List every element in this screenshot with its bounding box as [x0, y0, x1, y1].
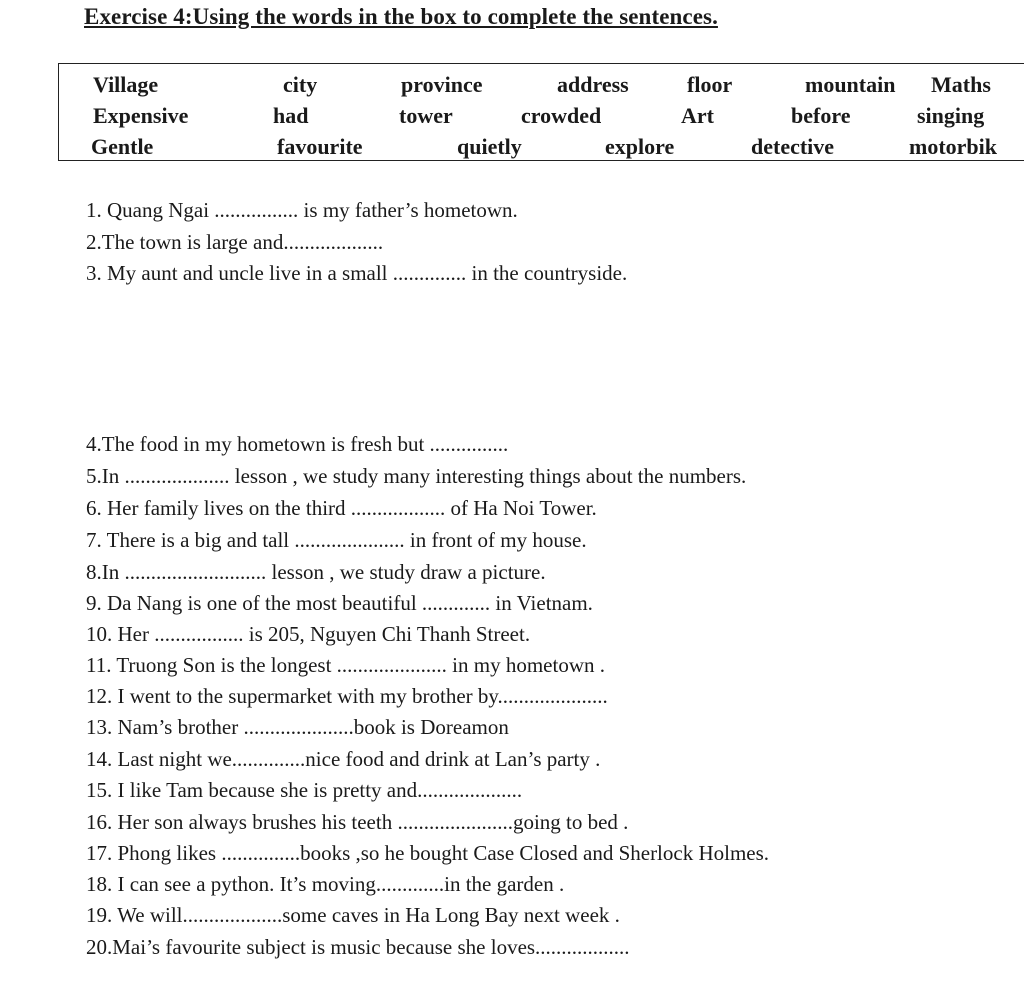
sentence-item: 12. I went to the supermarket with my brother by.....................: [86, 684, 608, 708]
word-box-item: Expensive: [93, 103, 189, 128]
sentence-item: 3. My aunt and uncle live in a small .............. in the countryside.: [86, 261, 628, 285]
sentence-item: 8.In ........................... lesson , we study draw a picture.: [86, 560, 546, 584]
sentence-item: 14. Last night we..............nice food and drink at Lan’s party .: [86, 747, 601, 771]
word-box-item: Gentle: [91, 134, 154, 159]
word-box-item: tower: [399, 103, 453, 128]
sentence-item: 11. Truong Son is the longest ..................... in my hometown .: [86, 653, 606, 677]
word-box-item: floor: [687, 72, 733, 97]
sentence-item: 16. Her son always brushes his teeth ......................going to bed .: [86, 810, 629, 834]
sentence-item: 7. There is a big and tall ..................... in front of my house.: [86, 528, 587, 552]
word-box-item: Art: [681, 103, 714, 128]
word-box-item: favourite: [277, 134, 363, 159]
word-box-item: Maths: [931, 72, 991, 97]
word-box-item: had: [273, 103, 309, 128]
sentence-item: 2.The town is large and...................: [86, 230, 384, 254]
sentence-item: 20.Mai’s favourite subject is music because she loves..................: [86, 935, 630, 959]
sentence-item: 13. Nam’s brother .....................book is Doreamon: [86, 715, 509, 739]
word-box-item: crowded: [521, 103, 602, 128]
exercise-title: Exercise 4:Using the words in the box to complete the sentences.: [84, 4, 718, 29]
sentence-item: 4.The food in my hometown is fresh but ...............: [86, 432, 509, 456]
word-box-item: before: [791, 103, 851, 128]
word-box-item: Village: [93, 72, 159, 97]
word-box-item: quietly: [457, 134, 522, 159]
sentence-item: 9. Da Nang is one of the most beautiful ............. in Vietnam.: [86, 591, 593, 615]
word-box-item: explore: [605, 134, 675, 159]
word-box-item: detective: [751, 134, 835, 159]
sentence-item: 19. We will...................some caves in Ha Long Bay next week .: [86, 903, 620, 927]
sentence-item: 1. Quang Ngai ................ is my father’s hometown.: [86, 198, 518, 222]
word-box-item: motorbik: [909, 134, 997, 159]
sentence-item: 6. Her family lives on the third .................. of Ha Noi Tower.: [86, 496, 597, 520]
word-box-item: address: [557, 72, 629, 97]
word-box-item: city: [283, 72, 318, 97]
word-box-item: mountain: [805, 72, 896, 97]
sentence-item: 10. Her ................. is 205, Nguyen Chi Thanh Street.: [86, 622, 531, 646]
sentence-item: 5.In .................... lesson , we study many interesting things about the numbers.: [86, 464, 747, 488]
sentence-item: 17. Phong likes ...............books ,so he bought Case Closed and Sherlock Holmes.: [86, 841, 770, 865]
sentence-item: 18. I can see a python. It’s moving.............in the garden .: [86, 872, 565, 896]
sentence-item: 15. I like Tam because she is pretty and....................: [86, 778, 523, 802]
word-box-item: province: [401, 72, 483, 97]
word-box-item: singing: [917, 103, 985, 128]
